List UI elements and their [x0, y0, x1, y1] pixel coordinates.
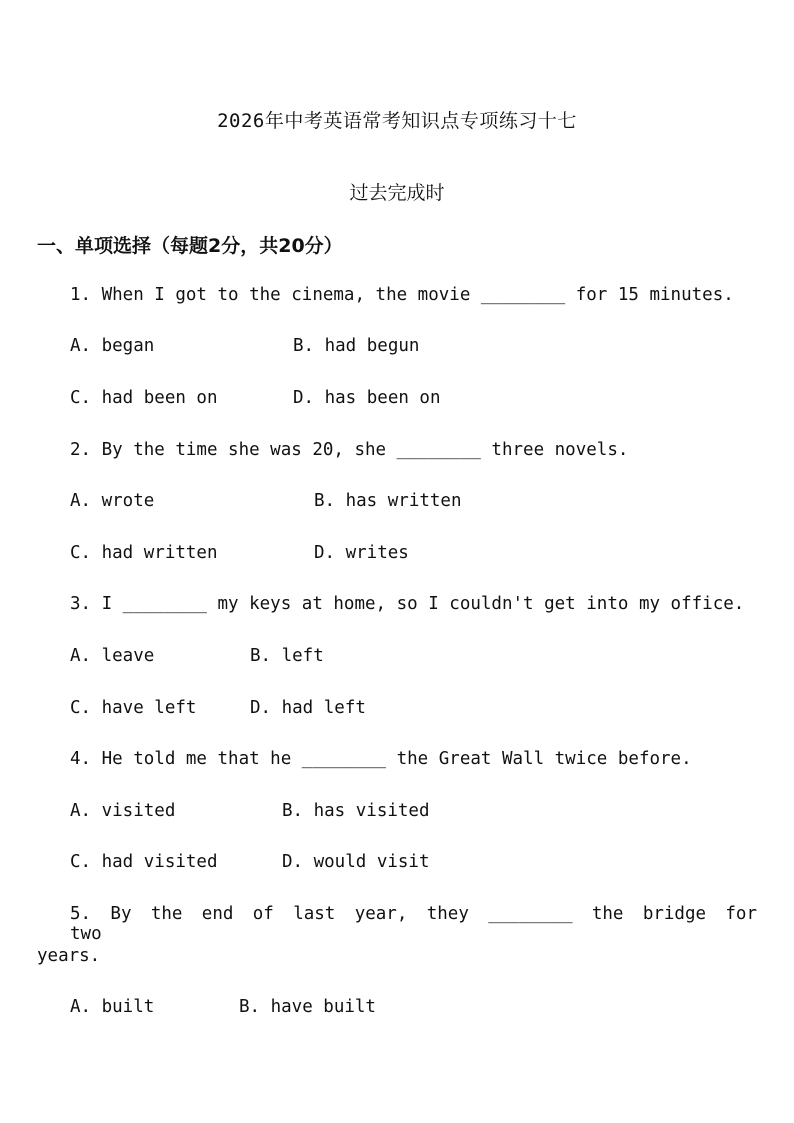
- question-2-option-c: C. had written: [70, 543, 218, 563]
- question-5-stem-line2: years.: [37, 946, 101, 966]
- question-5-option-b: B. have built: [239, 997, 376, 1017]
- question-5-option-a: A. built: [70, 997, 155, 1017]
- question-2-option-d: D. writes: [314, 543, 409, 563]
- question-3-option-b: B. left: [250, 646, 324, 666]
- question-3-stem: 3. I ________ my keys at home, so I couldn't get into my office.: [70, 594, 745, 614]
- question-1-option-c: C. had been on: [70, 388, 218, 408]
- section-heading: 一、单项选择（每题2分，共20分）: [37, 235, 343, 257]
- question-2-stem: 2. By the time she was 20, she ________ three novels.: [70, 440, 629, 460]
- question-1-option-a: A. began: [70, 336, 155, 356]
- question-3-option-d: D. had left: [250, 698, 366, 718]
- question-1-option-d: D. has been on: [293, 388, 441, 408]
- question-5-stem-line1: 5. By the end of last year, they ________ the bridge for two: [70, 904, 757, 944]
- page-title: 2026年中考英语常考知识点专项练习十七: [217, 110, 577, 132]
- question-1-option-b: B. had begun: [293, 336, 420, 356]
- question-4-option-d: D. would visit: [282, 852, 430, 872]
- question-4-option-b: B. has visited: [282, 801, 430, 821]
- question-3-option-a: A. leave: [70, 646, 155, 666]
- question-3-option-c: C. have left: [70, 698, 197, 718]
- question-4-option-a: A. visited: [70, 801, 176, 821]
- question-4-stem: 4. He told me that he ________ the Great Wall twice before.: [70, 749, 692, 769]
- question-2-option-a: A. wrote: [70, 491, 155, 511]
- page-subtitle: 过去完成时: [349, 182, 445, 204]
- question-1-stem: 1. When I got to the cinema, the movie ________ for 15 minutes.: [70, 285, 734, 305]
- question-2-option-b: B. has written: [314, 491, 462, 511]
- question-4-option-c: C. had visited: [70, 852, 218, 872]
